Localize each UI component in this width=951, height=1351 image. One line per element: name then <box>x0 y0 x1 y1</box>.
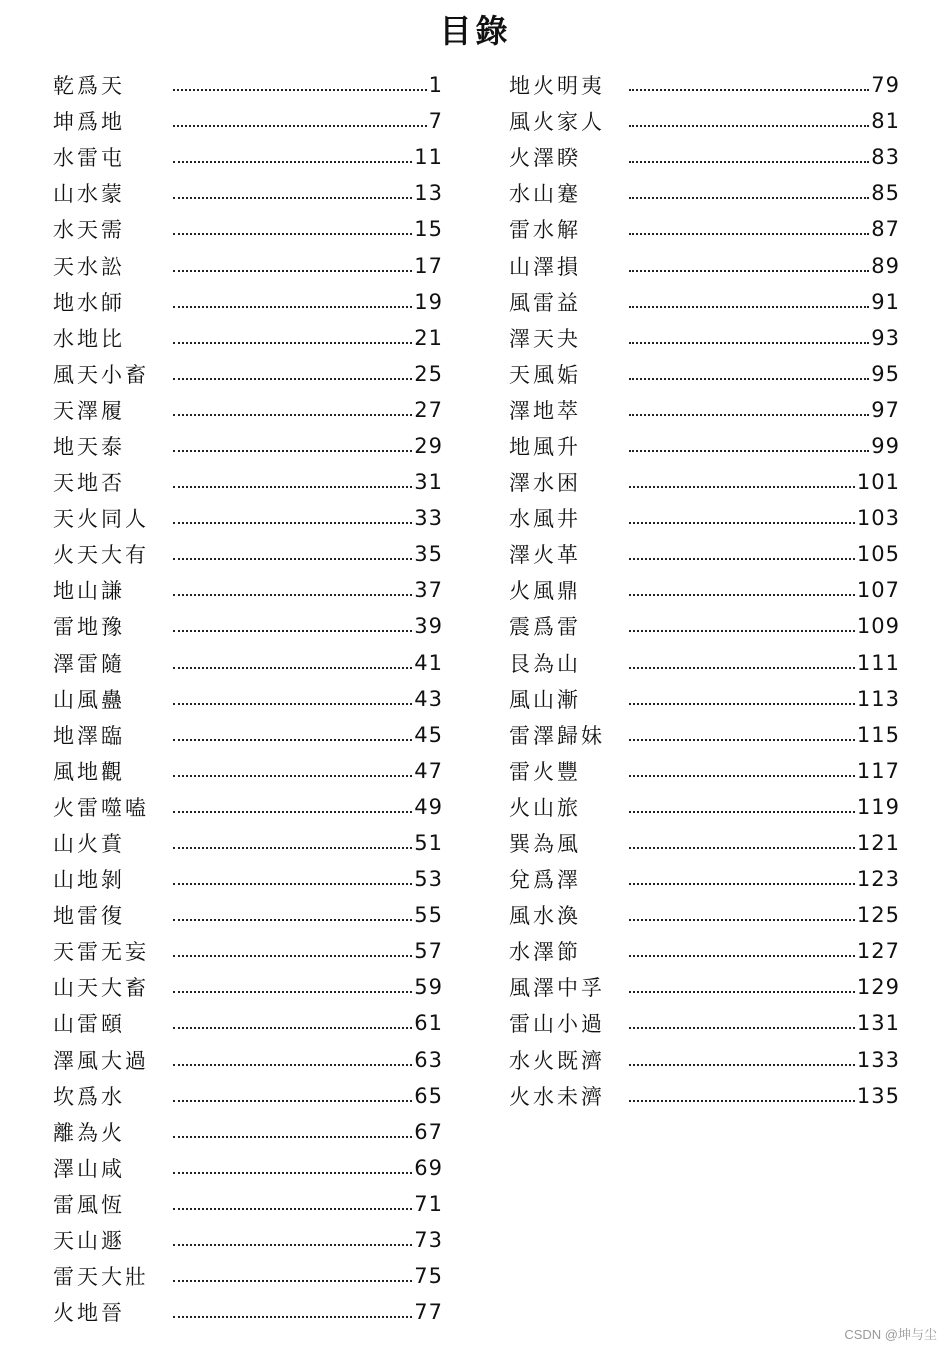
toc-entry[interactable] <box>53 536 443 572</box>
toc-entry[interactable] <box>53 139 443 175</box>
toc-entry-name: 雷澤歸妹 <box>509 723 605 748</box>
dot-leader <box>173 522 412 524</box>
toc-entry[interactable] <box>509 103 900 139</box>
toc-entry[interactable] <box>509 284 900 320</box>
toc-entry-name: 山火賁 <box>53 832 125 857</box>
toc-entry[interactable] <box>509 572 900 608</box>
toc-entry-page-number: 81 <box>871 109 900 134</box>
toc-entry-name: 地山謙 <box>53 579 125 604</box>
toc-entry-name: 地雷復 <box>53 904 125 929</box>
toc-entry-page-number: 83 <box>871 145 900 170</box>
dot-leader <box>173 1280 412 1282</box>
toc-entry-name: 乾爲天 <box>53 74 125 99</box>
toc-entry[interactable] <box>53 897 443 933</box>
dot-leader <box>173 306 412 308</box>
dot-leader <box>629 414 869 416</box>
toc-entry[interactable] <box>53 933 443 969</box>
toc-entry[interactable] <box>53 681 443 717</box>
dot-leader <box>629 594 855 596</box>
toc-entry-name: 山地剝 <box>53 868 125 893</box>
toc-entry-name: 水雷屯 <box>53 146 125 171</box>
toc-entry-name: 雷水解 <box>509 218 581 243</box>
dot-leader <box>173 919 412 921</box>
toc-entry-page-number: 107 <box>856 578 900 603</box>
watermark: CSDN @坤与尘 <box>844 1327 937 1342</box>
dot-leader <box>173 161 412 163</box>
dot-leader <box>629 919 855 921</box>
toc-entry-name: 火地晉 <box>53 1301 125 1326</box>
toc-entry-page-number: 97 <box>871 397 900 422</box>
dot-leader <box>629 667 855 669</box>
toc-entry[interactable] <box>53 1150 443 1186</box>
toc-entry-name: 山雷頤 <box>53 1012 125 1037</box>
toc-entry[interactable] <box>53 392 443 428</box>
dot-leader <box>173 1172 412 1174</box>
dot-leader <box>629 1064 855 1066</box>
toc-entry-name: 澤風大過 <box>53 1048 149 1073</box>
toc-entry-page-number: 109 <box>856 614 900 639</box>
toc-entry-page-number: 55 <box>414 903 443 928</box>
dot-leader <box>629 161 869 163</box>
toc-entry-name: 水天需 <box>53 218 125 243</box>
toc-entry[interactable] <box>53 969 443 1005</box>
toc-right-column <box>509 67 900 1114</box>
dot-leader <box>629 342 869 344</box>
toc-entry-page-number: 99 <box>871 433 900 458</box>
toc-entry-page-number: 25 <box>414 361 443 386</box>
toc-entry-name: 水山蹇 <box>509 182 581 207</box>
toc-entry-name: 水地比 <box>53 326 125 351</box>
dot-leader <box>173 486 412 488</box>
dot-leader <box>173 233 412 235</box>
toc-entry-name: 風火家人 <box>509 110 605 135</box>
dot-leader <box>173 1244 412 1246</box>
dot-leader <box>173 125 427 127</box>
toc-entry-name: 雷地豫 <box>53 615 125 640</box>
dot-leader <box>629 197 869 199</box>
toc-entry-page-number: 85 <box>871 181 900 206</box>
toc-entry[interactable] <box>53 861 443 897</box>
toc-entry-name: 澤山咸 <box>53 1156 125 1181</box>
dot-leader <box>629 630 855 632</box>
toc-entry-name: 雷山小過 <box>509 1012 605 1037</box>
toc-entry-page-number: 67 <box>414 1119 443 1144</box>
toc-entry-page-number: 127 <box>856 939 900 964</box>
dot-leader <box>629 89 869 91</box>
toc-entry-name: 火山旅 <box>509 795 581 820</box>
dot-leader <box>629 811 855 813</box>
dot-leader <box>173 703 412 705</box>
toc-entry-page-number: 73 <box>414 1228 443 1253</box>
dot-leader <box>173 594 412 596</box>
dot-leader <box>629 558 855 560</box>
toc-entry-page-number: 101 <box>856 470 900 495</box>
toc-entry[interactable] <box>53 608 443 644</box>
toc-entry[interactable] <box>509 825 900 861</box>
dot-leader <box>629 775 855 777</box>
dot-leader <box>173 667 412 669</box>
dot-leader <box>629 1100 855 1102</box>
dot-leader <box>629 378 869 380</box>
toc-entry-page-number: 103 <box>856 506 900 531</box>
toc-entry-page-number: 61 <box>414 1011 443 1036</box>
toc-entry-page-number: 7 <box>428 109 443 134</box>
toc-entry-name: 水火既濟 <box>509 1048 605 1073</box>
toc-entry[interactable] <box>509 897 900 933</box>
toc-entry-page-number: 31 <box>414 470 443 495</box>
toc-entry[interactable] <box>53 1294 443 1330</box>
toc-entry[interactable] <box>53 789 443 825</box>
toc-entry-page-number: 41 <box>414 650 443 675</box>
dot-leader <box>629 955 855 957</box>
dot-leader <box>173 450 412 452</box>
toc-entry[interactable] <box>509 969 900 1005</box>
toc-entry-name: 天火同人 <box>53 507 149 532</box>
toc-entry[interactable] <box>509 536 900 572</box>
toc-entry-page-number: 43 <box>414 686 443 711</box>
toc-entry-name: 澤火革 <box>509 543 581 568</box>
dot-leader <box>173 414 412 416</box>
toc-entry-page-number: 121 <box>856 831 900 856</box>
toc-entry[interactable] <box>509 139 900 175</box>
page-title: 目錄 <box>439 12 512 50</box>
toc-entry[interactable] <box>53 1222 443 1258</box>
toc-entry-page-number: 105 <box>856 542 900 567</box>
toc-entry[interactable] <box>509 500 900 536</box>
toc-entry[interactable] <box>53 753 443 789</box>
dot-leader <box>629 233 869 235</box>
toc-entry[interactable] <box>53 825 443 861</box>
toc-entry[interactable] <box>509 861 900 897</box>
toc-entry[interactable] <box>53 717 443 753</box>
toc-entry[interactable] <box>53 356 443 392</box>
toc-entry-name: 風雷益 <box>509 290 581 315</box>
toc-entry-name: 震爲雷 <box>509 615 581 640</box>
toc-entry-page-number: 59 <box>414 975 443 1000</box>
toc-entry-page-number: 39 <box>414 614 443 639</box>
toc-entry[interactable] <box>509 428 900 464</box>
toc-entry-page-number: 133 <box>856 1047 900 1072</box>
toc-entry-name: 雷火豐 <box>509 759 581 784</box>
toc-entry[interactable] <box>53 247 443 283</box>
toc-entry[interactable] <box>53 175 443 211</box>
toc-entry-page-number: 13 <box>414 181 443 206</box>
toc-entry-page-number: 57 <box>414 939 443 964</box>
toc-entry[interactable] <box>509 1005 900 1041</box>
toc-entry-page-number: 45 <box>414 722 443 747</box>
toc-entry-name: 地澤臨 <box>53 723 125 748</box>
toc-entry-name: 山風蠱 <box>53 687 125 712</box>
toc-entry-page-number: 15 <box>414 217 443 242</box>
toc-entry-page-number: 69 <box>414 1155 443 1180</box>
dot-leader <box>629 450 869 452</box>
toc-entry[interactable] <box>509 1078 900 1114</box>
toc-entry[interactable] <box>509 175 900 211</box>
toc-entry[interactable] <box>509 392 900 428</box>
dot-leader <box>629 847 855 849</box>
dot-leader <box>173 811 412 813</box>
toc-entry[interactable] <box>509 681 900 717</box>
toc-entry[interactable] <box>509 789 900 825</box>
toc-entry[interactable] <box>53 1078 443 1114</box>
toc-entry-page-number: 19 <box>414 289 443 314</box>
toc-entry-page-number: 51 <box>414 831 443 856</box>
toc-entry[interactable] <box>509 320 900 356</box>
toc-entry-page-number: 115 <box>856 722 900 747</box>
dot-leader <box>173 197 412 199</box>
dot-leader <box>173 1100 412 1102</box>
toc-entry-name: 風地觀 <box>53 759 125 784</box>
toc-entry-page-number: 75 <box>414 1264 443 1289</box>
dot-leader <box>629 486 855 488</box>
toc-entry-page-number: 21 <box>414 325 443 350</box>
toc-entry-page-number: 117 <box>856 758 900 783</box>
toc-entry-name: 地天泰 <box>53 434 125 459</box>
toc-entry-name: 火水未濟 <box>509 1084 605 1109</box>
toc-entry[interactable] <box>53 1258 443 1294</box>
toc-entry-page-number: 63 <box>414 1047 443 1072</box>
toc-entry[interactable] <box>509 67 900 103</box>
toc-entry-name: 澤天夬 <box>509 326 581 351</box>
toc-entry-name: 水澤節 <box>509 940 581 965</box>
dot-leader <box>173 89 427 91</box>
dot-leader <box>629 522 855 524</box>
toc-entry-page-number: 123 <box>856 867 900 892</box>
toc-entry-page-number: 89 <box>871 253 900 278</box>
dot-leader <box>629 125 869 127</box>
dot-leader <box>173 270 412 272</box>
toc-entry-name: 兌爲澤 <box>509 868 581 893</box>
toc-entry-name: 風山漸 <box>509 687 581 712</box>
dot-leader <box>173 775 412 777</box>
toc-entry-name: 風澤中孚 <box>509 976 605 1001</box>
toc-entry-name: 火雷噬嗑 <box>53 795 149 820</box>
dot-leader <box>173 739 412 741</box>
toc-entry-name: 地水師 <box>53 290 125 315</box>
toc-entry-page-number: 53 <box>414 867 443 892</box>
dot-leader <box>173 342 412 344</box>
toc-entry-name: 坤爲地 <box>53 110 125 135</box>
dot-leader <box>173 1064 412 1066</box>
dot-leader <box>629 991 855 993</box>
toc-entry-page-number: 71 <box>414 1191 443 1216</box>
toc-entry-name: 天地否 <box>53 471 125 496</box>
toc-entry-name: 火天大有 <box>53 543 149 568</box>
toc-entry-page-number: 131 <box>856 1011 900 1036</box>
toc-entry-page-number: 119 <box>856 794 900 819</box>
dot-leader <box>629 1027 855 1029</box>
dot-leader <box>173 883 412 885</box>
toc-entry-name: 天山遯 <box>53 1229 125 1254</box>
toc-entry[interactable] <box>53 211 443 247</box>
dot-leader <box>173 1316 412 1318</box>
toc-entry[interactable] <box>53 67 443 103</box>
toc-entry[interactable] <box>53 284 443 320</box>
toc-entry[interactable] <box>53 572 443 608</box>
toc-entry-page-number: 129 <box>856 975 900 1000</box>
toc-entry-name: 風水渙 <box>509 904 581 929</box>
toc-entry-page-number: 77 <box>414 1300 443 1325</box>
dot-leader <box>629 739 855 741</box>
dot-leader <box>173 378 412 380</box>
toc-entry-name: 澤地萃 <box>509 398 581 423</box>
dot-leader <box>173 847 412 849</box>
toc-entry-page-number: 95 <box>871 361 900 386</box>
toc-entry-page-number: 47 <box>414 758 443 783</box>
toc-entry[interactable] <box>53 1042 443 1078</box>
toc-entry-name: 天澤履 <box>53 398 125 423</box>
toc-entry[interactable] <box>53 464 443 500</box>
toc-entry[interactable] <box>509 717 900 753</box>
toc-entry-name: 澤水困 <box>509 471 581 496</box>
toc-entry-name: 水風井 <box>509 507 581 532</box>
toc-entry-name: 山水蒙 <box>53 182 125 207</box>
toc-entry[interactable] <box>53 1114 443 1150</box>
toc-entry-page-number: 29 <box>414 433 443 458</box>
toc-entry[interactable] <box>509 356 900 392</box>
toc-entry-page-number: 87 <box>871 217 900 242</box>
toc-entry-page-number: 65 <box>414 1083 443 1108</box>
toc-entry[interactable] <box>53 428 443 464</box>
toc-entry[interactable] <box>509 1042 900 1078</box>
toc-entry-page-number: 113 <box>856 686 900 711</box>
toc-left-column <box>53 67 443 1330</box>
toc-entry-page-number: 111 <box>856 650 900 675</box>
toc-entry-name: 天水訟 <box>53 254 125 279</box>
toc-entry[interactable] <box>53 500 443 536</box>
dot-leader <box>173 991 412 993</box>
toc-entry-name: 天風姤 <box>509 362 581 387</box>
dot-leader <box>173 630 412 632</box>
toc-entry-page-number: 27 <box>414 397 443 422</box>
toc-entry[interactable] <box>509 211 900 247</box>
toc-entry-name: 澤雷隨 <box>53 651 125 676</box>
toc-entry-name: 風天小畜 <box>53 362 149 387</box>
toc-entry-name: 山天大畜 <box>53 976 149 1001</box>
dot-leader <box>173 955 412 957</box>
dot-leader <box>629 703 855 705</box>
toc-entry-page-number: 79 <box>871 73 900 98</box>
dot-leader <box>173 1208 412 1210</box>
toc-entry-page-number: 11 <box>414 145 443 170</box>
toc-entry-name: 雷天大壯 <box>53 1265 149 1290</box>
toc-entry-page-number: 49 <box>414 794 443 819</box>
dot-leader <box>173 558 412 560</box>
toc-entry[interactable] <box>509 464 900 500</box>
toc-entry-page-number: 1 <box>428 73 443 98</box>
toc-entry-name: 天雷无妄 <box>53 940 149 965</box>
toc-entry[interactable] <box>509 247 900 283</box>
toc-entry-page-number: 91 <box>871 289 900 314</box>
toc-entry-name: 離為火 <box>53 1120 125 1145</box>
toc-entry-page-number: 35 <box>414 542 443 567</box>
toc-entry-name: 雷風恆 <box>53 1192 125 1217</box>
toc-entry-name: 火澤睽 <box>509 146 581 171</box>
dot-leader <box>629 306 869 308</box>
toc-entry-page-number: 135 <box>856 1083 900 1108</box>
toc-entry-name: 地火明夷 <box>509 74 605 99</box>
toc-entry-name: 火風鼎 <box>509 579 581 604</box>
toc-entry[interactable] <box>509 645 900 681</box>
toc-entry-page-number: 37 <box>414 578 443 603</box>
toc-entry[interactable] <box>509 933 900 969</box>
toc-entry-page-number: 125 <box>856 903 900 928</box>
dot-leader <box>629 270 869 272</box>
toc-entry[interactable] <box>53 645 443 681</box>
dot-leader <box>173 1027 412 1029</box>
dot-leader <box>173 1136 412 1138</box>
dot-leader <box>629 883 855 885</box>
toc-entry[interactable] <box>53 103 443 139</box>
toc-entry-page-number: 17 <box>414 253 443 278</box>
toc-entry-name: 地風升 <box>509 434 581 459</box>
toc-entry-name: 坎爲水 <box>53 1084 125 1109</box>
toc-entry-page-number: 33 <box>414 506 443 531</box>
toc-entry-name: 艮為山 <box>509 651 581 676</box>
toc-entry[interactable] <box>509 753 900 789</box>
toc-entry[interactable] <box>53 1186 443 1222</box>
toc-entry[interactable] <box>509 608 900 644</box>
toc-entry-name: 山澤損 <box>509 254 581 279</box>
toc-entry[interactable] <box>53 1005 443 1041</box>
toc-entry[interactable] <box>53 320 443 356</box>
toc-entry-page-number: 93 <box>871 325 900 350</box>
toc-entry-name: 巽為風 <box>509 832 581 857</box>
